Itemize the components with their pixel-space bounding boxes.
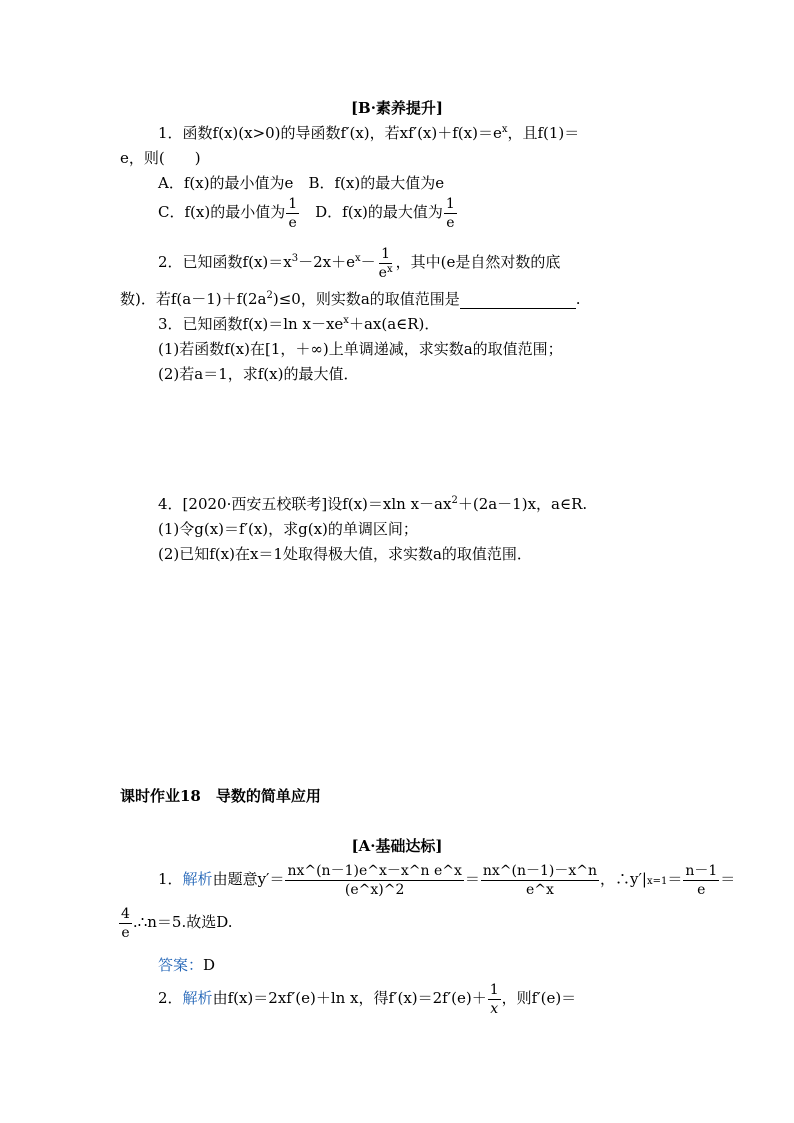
fraction-derivative — [285, 862, 463, 899]
frac-num: 1 — [288, 195, 298, 212]
q2-text-f: )≤0，则实数a的取值范围是 — [272, 290, 460, 308]
fraction-1-over-e — [444, 195, 457, 232]
q1-text: 1．函数f(x)(x>0)的导函数f′(x)，若xf′(x)＋f(x)＝e — [158, 124, 502, 142]
q1-sup: x — [501, 124, 508, 135]
a1-prefix: 1． — [158, 870, 183, 888]
q2-cube: 3 — [291, 253, 299, 264]
q1-option-a: A．f(x)的最小值为e — [158, 174, 294, 192]
frac-den — [377, 264, 395, 282]
q2-sq: 2 — [266, 290, 273, 301]
a1-text2: ，∴y′| — [600, 870, 647, 888]
q1-option-b: B．f(x)的最大值为e — [308, 174, 445, 192]
q3-line1 — [158, 314, 439, 334]
q4-part2: (2)已知f(x)在x＝1处取得极大值，求实数a的取值范围． — [158, 545, 532, 563]
analysis-label: 解析 — [182, 989, 213, 1007]
q1-line2: e，则( ) — [120, 149, 201, 167]
q1-tail: ，且f(1)＝ — [507, 124, 580, 142]
a2-text2: ，则f′(e)＝ — [501, 989, 577, 1007]
q1-option-c: C．f(x)的最小值为 — [158, 203, 286, 221]
q4-part1: (1)令g(x)＝f′(x)，求g(x)的单调区间； — [158, 520, 418, 538]
a1-sub: x=1 — [646, 876, 668, 887]
den-base: e — [378, 264, 387, 281]
a2-prefix: 2． — [158, 989, 183, 1007]
q4-text-b: ＋(2a－1)x，a∈R. — [457, 495, 588, 513]
a1-eq: ＝ — [464, 870, 480, 888]
fraction-1-over-e — [286, 195, 299, 232]
frac-den: e — [697, 881, 706, 898]
q2-line2 — [120, 289, 581, 309]
a1-answer — [158, 955, 215, 975]
q3-sup: x — [343, 315, 349, 326]
q3-tail: ＋ax(a∈R)． — [348, 315, 440, 333]
frac-num: 1 — [445, 195, 455, 212]
frac-num: 4 — [121, 905, 130, 922]
q1-options-cd — [158, 192, 458, 232]
homework-title: 课时作业18 导数的简单应用 — [120, 787, 321, 805]
frac-den: e — [446, 214, 455, 231]
frac-den: e — [121, 924, 130, 941]
fraction-1-over-x — [488, 981, 501, 1018]
answer-label: 答案： — [158, 956, 204, 974]
frac-num: nx^(n－1)e^x－x^n e^x — [287, 862, 462, 879]
a1-line2 — [118, 902, 232, 942]
frac-num: 1 — [381, 245, 391, 262]
q1-line1 — [158, 123, 579, 143]
q2-text-d: ，其中(e是自然对数的底 — [395, 253, 561, 271]
frac-num: n－1 — [685, 862, 718, 879]
answer-value: D — [203, 956, 216, 974]
q4-line1 — [158, 494, 587, 514]
q2-ex: x — [355, 253, 361, 264]
section-title-b: [B·素养提升] — [350, 99, 444, 117]
q2-text-c: － — [360, 253, 376, 271]
a1-text4: ＝ — [720, 870, 736, 888]
fraction-n-minus-1-over-e — [683, 862, 719, 899]
den-sup: x — [386, 263, 393, 275]
frac-den: x — [490, 1000, 499, 1017]
a2-text1: 由f(x)＝2xf′(e)＋ln x，得f′(x)＝2f′(e)＋ — [212, 989, 487, 1007]
frac-num: nx^(n－1)－x^n — [482, 862, 598, 879]
a1-text1: 由题意y′＝ — [212, 870, 285, 888]
q3-text: 3．已知函数f(x)＝ln x－xe — [158, 315, 344, 333]
q4-sq: 2 — [451, 495, 458, 506]
analysis-label: 解析 — [182, 870, 213, 888]
q2-text-a: 2．已知函数f(x)＝x — [158, 253, 292, 271]
q1-option-d: D．f(x)的最大值为 — [315, 203, 443, 221]
a2-line1 — [158, 978, 576, 1018]
a1-line1 — [158, 856, 735, 902]
answer-blank[interactable] — [460, 294, 576, 309]
q1-options-ab — [158, 173, 444, 193]
fraction-4-over-e — [119, 905, 132, 942]
fraction-simplified — [481, 862, 599, 899]
a1-conclusion: .∴n＝5.故选D. — [132, 913, 233, 931]
q2-text-g: . — [575, 290, 581, 308]
q3-part2: (2)若a＝1，求f(x)的最大值． — [158, 365, 359, 383]
frac-den: e — [288, 214, 297, 231]
frac-num: 1 — [489, 981, 499, 998]
frac-den: (e^x)^2 — [344, 881, 405, 898]
q3-part1: (1)若函数f(x)在[1，＋∞)上单调递减，求实数a的取值范围； — [158, 340, 563, 358]
a1-text3: ＝ — [667, 870, 683, 888]
q2-text-b: －2x＋e — [298, 253, 355, 271]
fraction-1-over-ex — [377, 245, 395, 282]
q2-text-e: 数)．若f(a－1)＋f(2a — [120, 290, 267, 308]
section-title-a: [A·基础达标] — [351, 837, 443, 855]
q4-text-a: 4．[2020·西安五校联考]设f(x)＝xln x－ax — [158, 495, 452, 513]
frac-den: e^x — [525, 881, 554, 898]
q2-line1 — [158, 242, 560, 282]
